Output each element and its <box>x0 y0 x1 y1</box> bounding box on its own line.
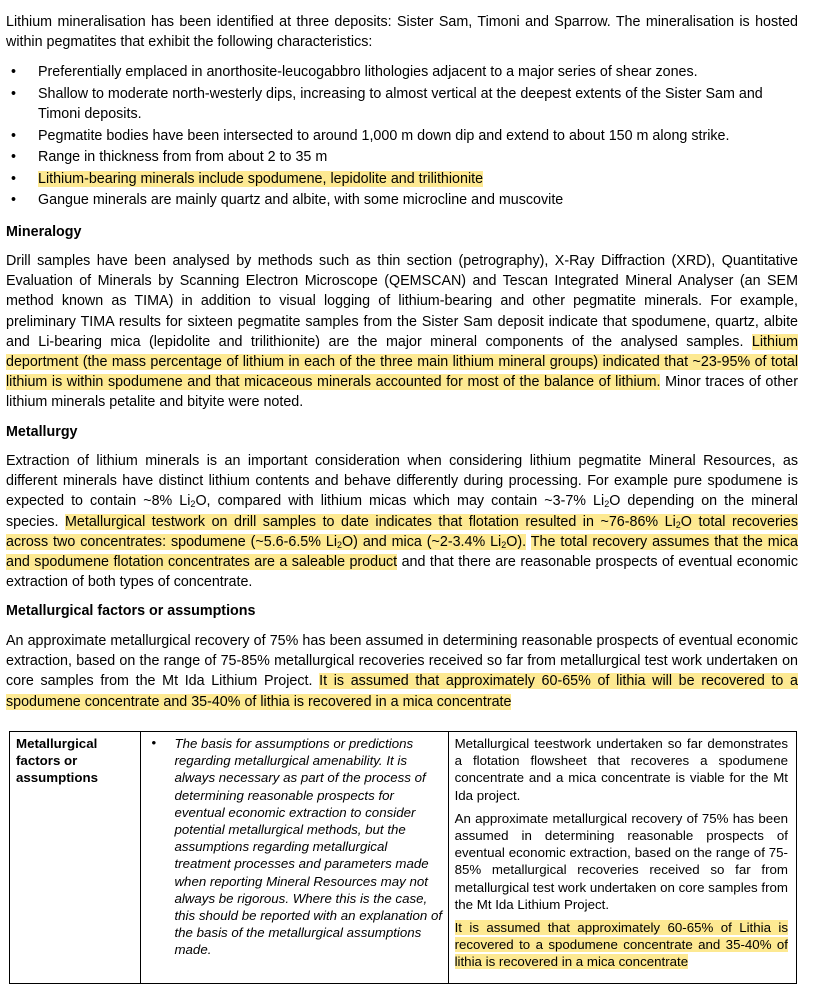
bullet-icon: • <box>151 735 157 750</box>
metallurgy-text: Extraction of lithium minerals is an important consideration when considering lithium pegmatite Mineral Resources, as different minerals have distinct lithium contents and behave differently during processing. For example pure spodumene is expected to contain ~8% $Li_2O$, compared with lithium micas which may contain ~3-7% $Li_2O$ depending on the mineral species. <box>6 453 798 530</box>
explanation-text: The basis for assumptions or predictions regarding metallurgical amenability. It is always necessary as part of the process of determining reasonable prospects for eventual economic extraction to consider potential metallurgical methods, but the assumptions regarding metallurgical treatment processes and parameters made when reporting Mineral Resources may not always be rigorous. Where this is the case, this should be reported with an explanation of the basis of the metallurgical assumptions made. <box>174 736 443 958</box>
list-item-text: Range in thickness from from about 2 to 35 m <box>38 149 328 165</box>
metallurgy-highlight-recovery: The total recovery assumes that the mica and spodumene flotation concentrates are a saleable product <box>6 533 798 571</box>
mineralogy-heading: Mineralogy <box>6 224 82 240</box>
list-item <box>0 126 805 147</box>
metallurgy-paragraph <box>6 451 798 592</box>
factors-heading: Metallurgical factors or assumptions <box>6 603 256 619</box>
metallurgy-heading: Metallurgy <box>6 424 78 440</box>
list-item-text: Preferentially emplaced in anorthosite-leucogabbro lithologies adjacent to a major series of shear zones. <box>38 64 698 80</box>
criteria-cell: Metallurgical factors or assumptions <box>10 732 141 984</box>
list-item <box>0 84 805 125</box>
list-item <box>0 169 805 190</box>
list-item-text: Shallow to moderate north-westerly dips, increasing to almost vertical at the deepest extents of the Sister Sam and Timoni deposits. <box>38 85 763 122</box>
list-item-text-highlighted: Lithium-bearing minerals include spodumene, lepidolite and trilithionite <box>38 170 484 187</box>
bullet-icon: • <box>11 85 17 102</box>
metallurgy-tail: and that there are reasonable prospects of eventual economic extraction of both types of concentrate. <box>6 554 798 591</box>
list-item <box>0 147 805 168</box>
commentary-paragraph: An approximate metallurgical recovery of 75% has been assumed in determining reasonable prospects of eventual economic extraction, based on the range of 75-85% metallurgical recoveries received so far from metallurgical test work undertaken on core samples from the Mt Ida Lithium Project. <box>454 810 788 912</box>
commentary-paragraph: Metallurgical teestwork undertaken so far demonstrates a flotation flowsheet that recoveres a spodumene concentrate and a mica concentrate is viable for the Mt Ida project. <box>454 736 788 803</box>
factors-highlight: It is assumed that approximately 60-65% of lithia will be recovered to a spodumene concentrate and 35-40% of lithia is recovered in a mica concentrate <box>6 673 798 710</box>
list-item <box>0 190 805 211</box>
explanation-cell <box>141 732 448 984</box>
commentary-cell <box>448 732 796 984</box>
mineralogy-paragraph <box>6 251 798 413</box>
list-item <box>0 62 805 83</box>
bullet-icon: • <box>11 64 17 80</box>
bullet-icon: • <box>11 192 17 208</box>
characteristics-list <box>0 62 805 212</box>
commentary-highlight: It is assumed that approximately 60-65% of Lithia is recovered to a spodumene concentrate and 35-40% of lithia is recovered in a mica concentrate <box>454 920 788 970</box>
bullet-icon: • <box>11 149 17 165</box>
mineralogy-text: Drill samples have been analysed by methods such as thin section (petrography), X-Ray Diffraction (XRD), Quantitative Evaluation of Minerals by Scanning Electron Microscope (QEMSCAN) and Tescan Integrated Mineral Analyser (an SEM method known as TIMA) in addition to visual logging of lithium-bearing and other pegmatite minerals. For example, preliminary TIMA results for sixteen pegmatite samples from the Sister Sam deposit indicate that spodumene, quartz, albite and Li-bearing mica (lepidolite and trilithionite) are the major mineral components of the analysed samples. <box>6 253 798 350</box>
intro-paragraph: Lithium mineralisation has been identified at three deposits: Sister Sam, Timoni and Sparrow. The mineralisation is hosted within pegmatites that exhibit the following characteristics: <box>6 14 798 51</box>
mineralogy-tail: Minor traces of other lithium minerals petalite and bityite were noted. <box>6 374 799 411</box>
list-item-text: Gangue minerals are mainly quartz and albite, with some microcline and muscovite <box>38 192 564 208</box>
factors-text: An approximate metallurgical recovery of 75% has been assumed in determining reasonable prospects of eventual economic extraction, based on the range of 75-85% metallurgical recoveries received so far from metallurgical test work undertaken on core samples from the Mt Ida Lithium Project. <box>6 633 798 690</box>
list-item-text: Pegmatite bodies have been intersected to around 1,000 m down dip and extend to about 150 m along strike. <box>38 127 730 144</box>
mineralogy-highlight: Lithium deportment (the mass percentage of lithium in each of the three main lithium mineral groups) indicated that ~23-95% of total lithium is within spodumene and that micaceous minerals accounted for most of the balance of lithium. <box>6 333 798 391</box>
bullet-icon: • <box>11 170 17 187</box>
metallurgy-highlight: Metallurgical testwork on drill samples to date indicates that flotation resulted in ~76-86% $Li_2O$ total recoveries across two concentrates: spodumene (~5.6-6.5% $Li_2O$) and mica (~2-3.4% $Li_2O$). <box>6 513 798 550</box>
factors-paragraph <box>6 631 798 712</box>
jorc-table <box>9 731 797 984</box>
bullet-icon: • <box>11 127 17 144</box>
table-row <box>10 732 797 984</box>
